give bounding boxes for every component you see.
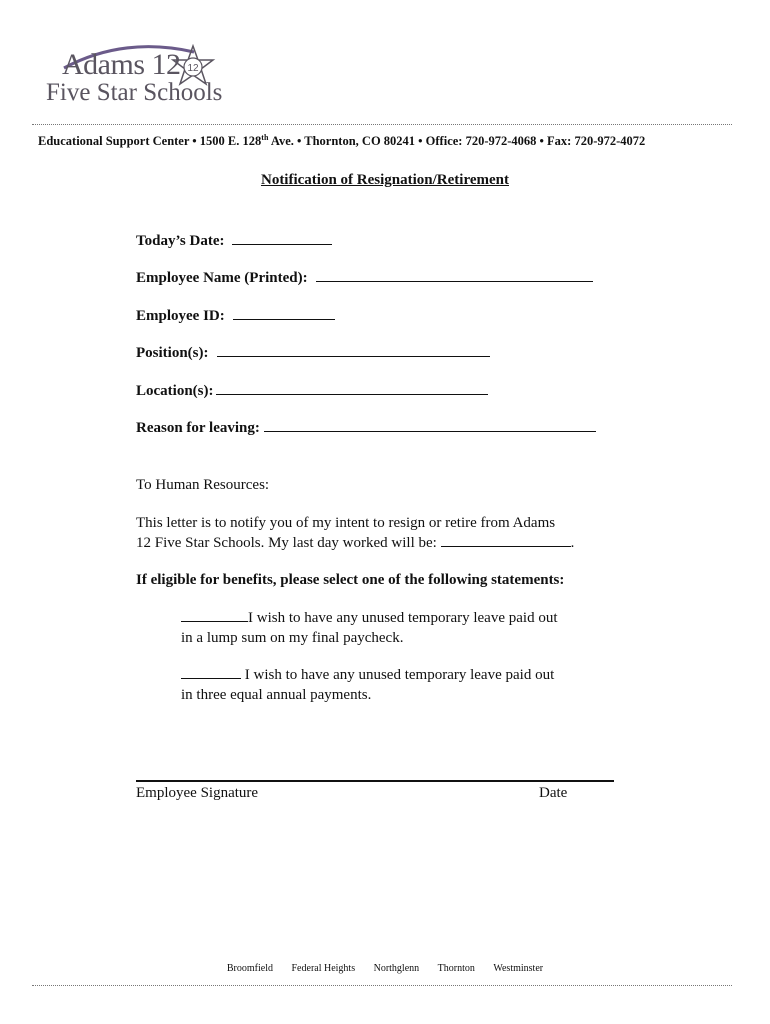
footer-city: Northglenn [373,963,420,974]
logo-star-icon [170,44,216,90]
footer-cities [0,963,770,974]
last-day-blank[interactable] [441,534,571,547]
signature-date-label: Date [539,785,568,801]
employee-name-blank[interactable] [316,269,593,282]
header-divider [32,124,732,125]
todays-date-blank[interactable] [232,232,332,245]
reason-blank[interactable] [264,419,596,432]
employee-id-blank[interactable] [233,307,335,320]
letter-paragraph: This letter is to notify you of my intent to resign or retire from Adams 12 Five Star Schools. My last day worked will be: . [136,515,575,551]
locations-blank[interactable] [216,382,488,395]
lump-sum-checkbox-blank[interactable] [181,609,248,622]
option-lump-sum: I wish to have any unused temporary leave paid out in a lump sum on my final paycheck. [181,610,558,646]
logo-text-adams: Adams 12 [62,48,181,81]
positions-field: Position(s): [136,344,490,362]
signature-line[interactable] [136,780,614,782]
footer-city: Federal Heights [291,963,356,974]
footer-city: Thornton [437,963,475,974]
salutation: To Human Resources: [136,477,270,493]
svg-text:12: 12 [187,63,199,74]
employee-signature-label: Employee Signature [136,785,259,801]
form-title: Notification of Resignation/Retirement [260,172,509,188]
footer-city: Westminster [493,963,544,974]
employee-id-field: Employee ID: [136,307,335,325]
positions-blank[interactable] [217,344,490,357]
reason-field: Reason for leaving: [136,419,596,437]
todays-date-field: Today’s Date: [136,232,332,250]
option-annual-payments: I wish to have any unused temporary leave paid out in three equal annual payments. [181,667,555,703]
logo-text-five-star: Five Star Schools [46,79,223,106]
annual-payments-checkbox-blank[interactable] [181,666,241,679]
footer-divider [32,985,732,986]
footer-city: Broomfield [226,963,273,974]
benefits-heading: If eligible for benefits, please select one of the following statements: [136,572,565,588]
locations-field: Location(s): [136,382,488,400]
employee-name-field: Employee Name (Printed): [136,269,593,287]
contact-line: Educational Support Center • 1500 E. 128th Ave. • Thornton, CO 80241 • Office: 720-972-4068 • Fax: 720-972-4072 [38,133,646,149]
